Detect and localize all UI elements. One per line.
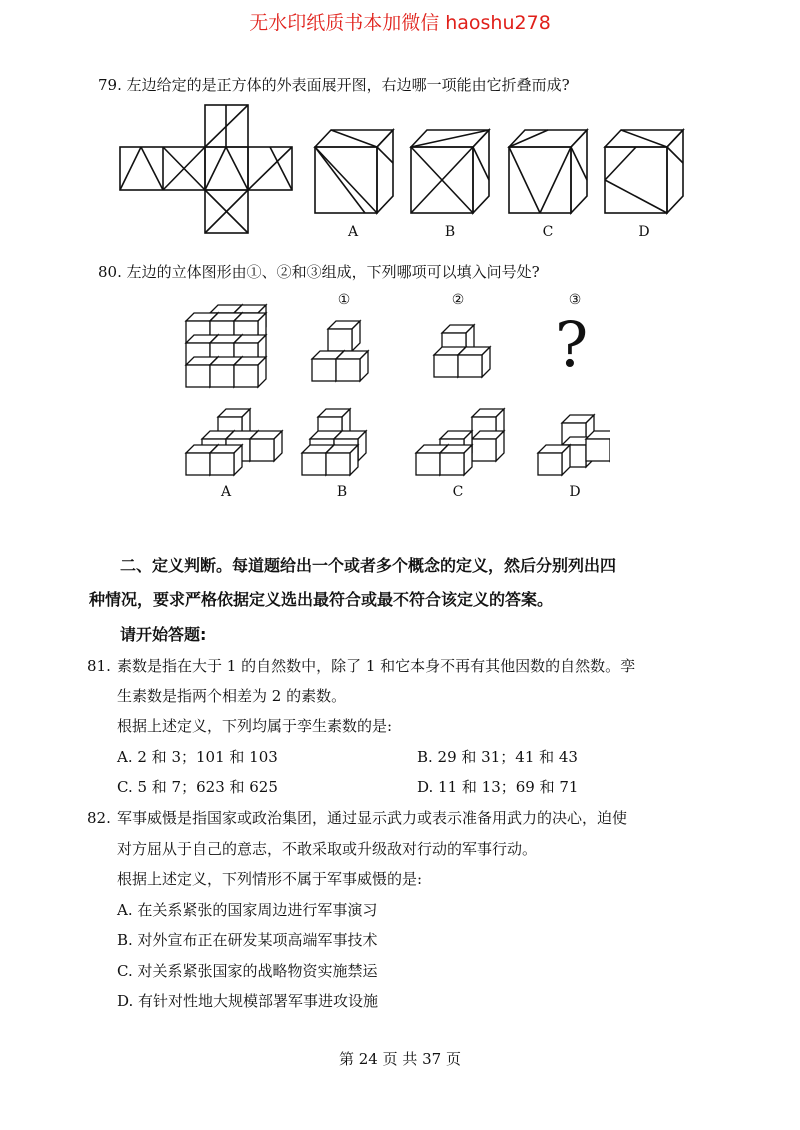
q79-label-d: D xyxy=(638,224,650,240)
q80-label-c: C xyxy=(452,484,464,500)
q81-option-c: C. 5 和 7；623 和 625 xyxy=(117,778,278,796)
option-c-solid xyxy=(416,409,504,475)
q82-option-d: D. 有针对性地大规模部署军事进攻设施 xyxy=(117,992,379,1010)
option-d-cube xyxy=(605,130,683,213)
q79-figures xyxy=(115,100,685,240)
question-82-line-2: 对方屈从于自己的意志，不敢采取或升级敌对行动的军事行动。 xyxy=(117,840,538,858)
question-81-number: 81. xyxy=(87,657,111,675)
q82-option-b: B. 对外宣布正在研发某项高端军事技术 xyxy=(117,931,378,949)
section-2-line-1: 二、定义判断。每道题给出一个或者多个概念的定义，然后分别列出四 xyxy=(120,556,617,575)
q80-part-1-label: ① xyxy=(337,292,351,308)
question-79-text: 79. 左边给定的是正方体的外表面展开图，右边哪一项能由它折叠而成? xyxy=(98,76,570,94)
watermark: 无水印纸质书本加微信 haoshu278 xyxy=(249,12,551,34)
q80-label-d: D xyxy=(569,484,581,500)
q82-option-c: C. 对关系紧张国家的战略物资实施禁运 xyxy=(117,962,378,980)
section-2-line-2: 种情况，要求严格依据定义选出最符合或最不符合该定义的答案。 xyxy=(89,590,554,609)
question-82-line-1: 军事威慑是指国家或政治集团，通过显示武力或表示准备用武力的决心，迫使 xyxy=(117,809,628,827)
q81-option-a: A. 2 和 3；101 和 103 xyxy=(117,748,278,766)
cube-net-figure xyxy=(120,105,292,233)
question-80-text: 80. 左边的立体图形由①、②和③组成，下列哪项可以填入问号处? xyxy=(98,263,540,281)
question-mark: ? xyxy=(555,308,589,381)
option-d-solid xyxy=(538,415,610,475)
q79-label-c: C xyxy=(542,224,554,240)
question-81-line-1: 素数是指在大于 1 的自然数中，除了 1 和它本身不再有其他因数的自然数。孪 xyxy=(117,657,636,675)
q80-part-2-label: ② xyxy=(451,292,465,308)
q81-option-b: B. 29 和 31；41 和 43 xyxy=(417,748,578,766)
q80-label-b: B xyxy=(336,484,348,500)
q80-label-a: A xyxy=(220,484,232,500)
question-82-number: 82. xyxy=(87,809,111,827)
page-footer: 第 24 页 共 37 页 xyxy=(338,1050,461,1068)
part-1-solid xyxy=(312,321,368,381)
option-a-solid xyxy=(186,409,282,475)
q82-option-a: A. 在关系紧张的国家周边进行军事演习 xyxy=(117,901,378,919)
q80-part-3-label: ③ xyxy=(568,292,582,308)
q79-label-b: B xyxy=(444,224,456,240)
option-c-cube xyxy=(509,130,587,213)
section-2-start: 请开始答题: xyxy=(120,625,207,644)
q79-label-a: A xyxy=(347,224,359,240)
q80-option-figures xyxy=(280,405,610,495)
question-82-prompt: 根据上述定义，下列情形不属于军事威慑的是: xyxy=(117,870,423,888)
q81-option-d: D. 11 和 13；69 和 71 xyxy=(417,778,579,796)
option-a-cube xyxy=(315,130,393,213)
composite-solid xyxy=(186,305,266,387)
part-2-solid xyxy=(434,325,490,377)
question-81-line-2: 生素数是指两个相差为 2 的素数。 xyxy=(117,687,347,705)
option-b-solid xyxy=(302,409,366,475)
question-81-prompt: 根据上述定义，下列均属于孪生素数的是: xyxy=(117,717,393,735)
option-b-cube xyxy=(411,130,489,213)
